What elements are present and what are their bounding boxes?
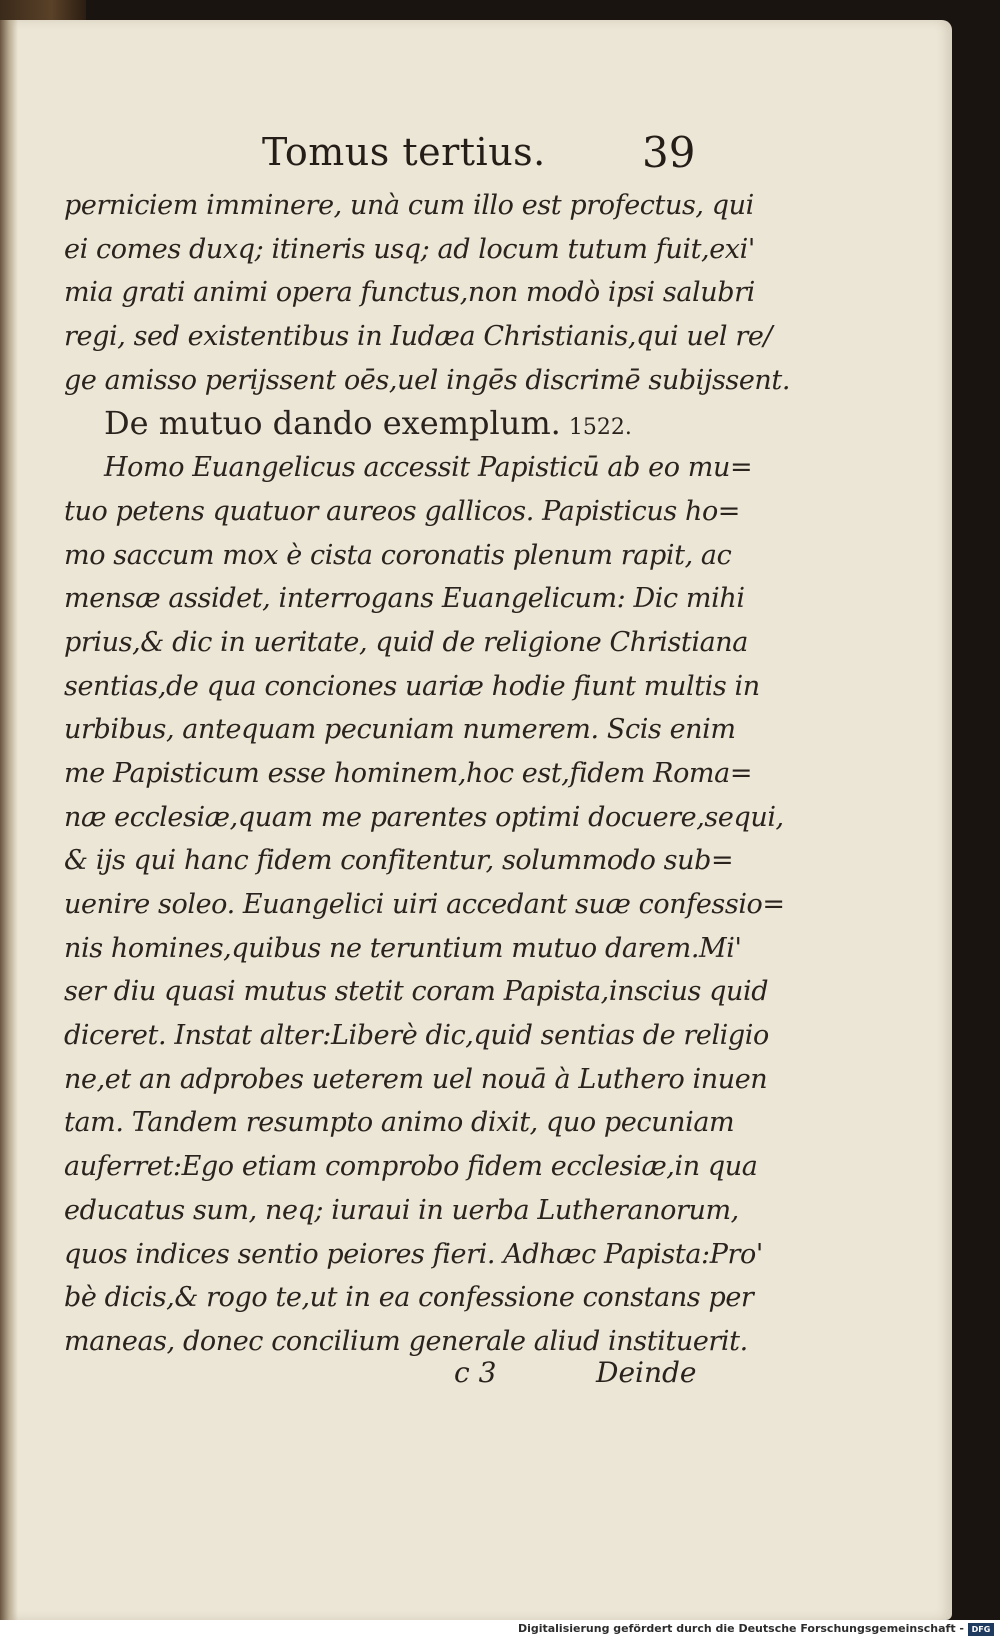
- paragraph-line: sentias,de qua conciones uariæ hodie fiunt multis in: [64, 670, 760, 702]
- spine-shadow: [0, 20, 18, 1620]
- heading-text: De mutuo dando exemplum.: [104, 404, 561, 443]
- paragraph-line: nis homines,quibus ne teruntium mutuo darem.Mi': [64, 932, 742, 964]
- paragraph-line: diceret. Instat alter:Liberè dic,quid sentias de religio: [64, 1020, 769, 1052]
- paragraph-line: Homo Euangelicus accessit Papisticū ab eo mu=: [104, 452, 753, 484]
- paragraph-line: auferret:Ego etiam comprobo fidem ecclesiæ,in qua: [64, 1151, 758, 1183]
- text-line: ei comes duxq; itineris usq; ad locum tutum fuit,exi': [64, 233, 755, 265]
- text-line: ge amisso perijssent oēs,uel ingēs discrimē subijssent.: [64, 364, 791, 396]
- paragraph-line: me Papisticum esse hominem,hoc est,fidem Roma=: [64, 757, 753, 789]
- paragraph-line: mensæ assidet, interrogans Euangelicum: Dic mihi: [64, 583, 745, 615]
- paragraph-line: maneas, donec concilium generale aliud instituerit.: [64, 1325, 748, 1357]
- paragraph-line: prius,& dic in ueritate, quid de religione Christiana: [64, 626, 748, 658]
- catchword: Deinde: [596, 1356, 697, 1389]
- page-number: 39: [642, 128, 696, 177]
- paragraph-line: & ijs qui hanc fidem confitentur, solummodo sub=: [64, 845, 734, 877]
- text-line: mia grati animi opera functus,non modò ipsi salubri: [64, 277, 755, 309]
- signature-mark: c 3: [454, 1356, 497, 1389]
- dfg-logo-icon: DFG: [968, 1623, 994, 1636]
- running-header: [262, 128, 712, 178]
- paragraph-line: næ ecclesiæ,quam me parentes optimi docuere,sequi,: [64, 801, 784, 833]
- paragraph-line: tuo petens quatuor aureos gallicos. Papisticus ho=: [64, 495, 741, 527]
- text-block: [64, 184, 791, 1364]
- paragraph-line: ne,et an adprobes ueterem uel nouā à Luthero inuen: [64, 1063, 768, 1095]
- paragraph-line: educatus sum, neq; iuraui in uerba Lutheranorum,: [64, 1194, 739, 1226]
- paragraph-line: ser diu quasi mutus stetit coram Papista,inscius quid: [64, 976, 769, 1008]
- paragraph-line: tam. Tandem resumpto animo dixit, quo pecuniam: [64, 1107, 735, 1139]
- footer-bar: [0, 1620, 1000, 1640]
- heading-year: 1522.: [568, 415, 632, 441]
- paragraph-line: bè dicis,& rogo te,ut in ea confessione constans per: [64, 1282, 754, 1314]
- paragraph-line: quos indices sentio peiores fieri. Adhæc Papista:Pro': [64, 1238, 763, 1270]
- text-line: regi, sed existentibus in Iudæa Christianis,qui uel re/: [64, 321, 773, 353]
- funding-credit: Digitalisierung gefördert durch die Deutsche Forschungsgemeinschaft -: [517, 1622, 964, 1635]
- paragraph-line: mo saccum mox è cista coronatis plenum rapit, ac: [64, 539, 732, 571]
- text-line: perniciem imminere, unà cum illo est profectus, qui: [64, 190, 754, 221]
- running-title: Tomus tertius.: [262, 130, 546, 174]
- section-heading: [64, 402, 712, 446]
- paragraph-line: urbibus, antequam pecuniam numerem. Scis enim: [64, 714, 736, 746]
- paragraph-line: uenire soleo. Euangelici uiri accedant suæ confessio=: [64, 889, 785, 920]
